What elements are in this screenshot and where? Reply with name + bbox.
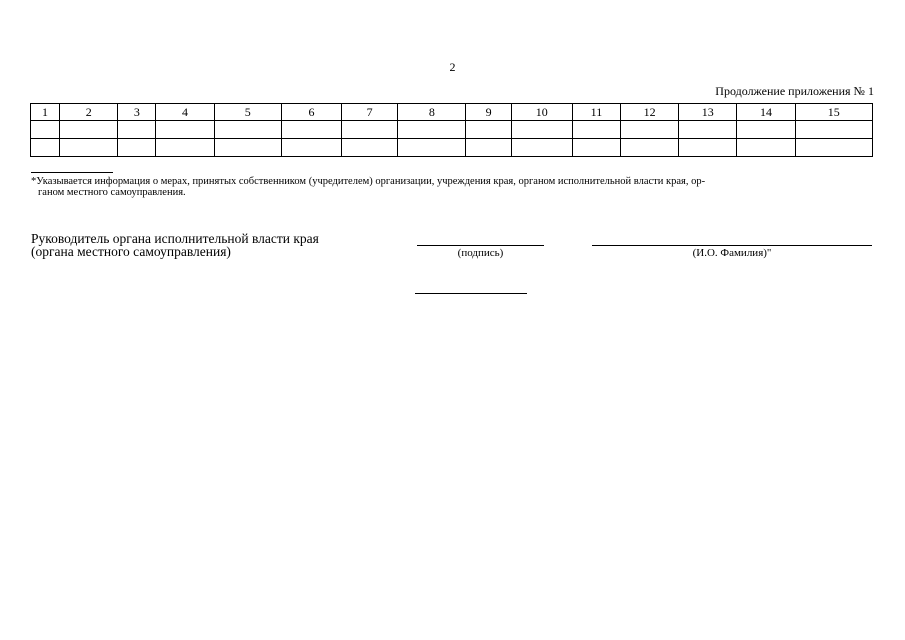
table-cell[interactable]	[398, 121, 466, 139]
table-header-cell: 15	[795, 104, 872, 121]
table-cell[interactable]	[281, 121, 341, 139]
table-header-row	[31, 104, 873, 121]
table-cell[interactable]	[214, 121, 281, 139]
footnote-separator	[31, 172, 113, 173]
table-cell[interactable]	[737, 139, 795, 157]
table-header-cell: 13	[679, 104, 737, 121]
table-header-cell: 8	[398, 104, 466, 121]
appendix-continuation-note: Продолжение приложения № 1	[715, 84, 874, 98]
table-header-cell: 6	[281, 104, 341, 121]
table-header-cell: 10	[511, 104, 572, 121]
table-header-cell: 1	[31, 104, 60, 121]
table-header-cell: 11	[572, 104, 620, 121]
table-header-cell: 12	[621, 104, 679, 121]
table-cell[interactable]	[31, 139, 60, 157]
table-cell[interactable]	[281, 139, 341, 157]
table-header-cell: 9	[466, 104, 511, 121]
table-row	[31, 121, 873, 139]
table-cell[interactable]	[621, 139, 679, 157]
table-cell[interactable]	[572, 121, 620, 139]
bottom-separator	[415, 293, 527, 294]
name-caption: (И.О. Фамилия)"	[692, 247, 772, 259]
table-cell[interactable]	[795, 121, 872, 139]
table-cell[interactable]	[156, 121, 214, 139]
signer-title	[31, 232, 319, 258]
table-cell[interactable]	[60, 139, 118, 157]
table-cell[interactable]	[156, 139, 214, 157]
table-cell[interactable]	[118, 139, 156, 157]
table-cell[interactable]	[511, 139, 572, 157]
signature-line[interactable]	[417, 245, 544, 246]
signature-caption: (подпись)	[457, 247, 504, 259]
table-cell[interactable]	[679, 121, 737, 139]
name-line[interactable]	[592, 245, 872, 246]
table-header-cell: 3	[118, 104, 156, 121]
table-cell[interactable]	[466, 139, 511, 157]
footnote-line-2: ганом местного самоуправления.	[38, 187, 186, 198]
page-number: 2	[449, 60, 456, 74]
table-cell[interactable]	[621, 121, 679, 139]
signer-title-line-2: (органа местного самоуправления)	[31, 244, 231, 259]
footnote	[31, 176, 874, 198]
table-cell[interactable]	[466, 121, 511, 139]
table-header-cell: 14	[737, 104, 795, 121]
table-cell[interactable]	[737, 121, 795, 139]
table-cell[interactable]	[795, 139, 872, 157]
appendix-table	[30, 103, 873, 157]
table-cell[interactable]	[214, 139, 281, 157]
table-cell[interactable]	[511, 121, 572, 139]
table-cell[interactable]	[342, 121, 398, 139]
table-header-cell: 7	[342, 104, 398, 121]
table-cell[interactable]	[679, 139, 737, 157]
table-cell[interactable]	[398, 139, 466, 157]
table-header-cell: 2	[60, 104, 118, 121]
table-cell[interactable]	[118, 121, 156, 139]
table-cell[interactable]	[31, 121, 60, 139]
table-cell[interactable]	[342, 139, 398, 157]
footnote-line-1: *Указывается информация о мерах, принятых собственником (учредителем) организации, учреждения края, органом исполнительной власти края, ор-	[31, 176, 706, 187]
table-cell[interactable]	[60, 121, 118, 139]
table-header-cell: 4	[156, 104, 214, 121]
signer-title-line-1: Руководитель органа исполнительной власти края	[31, 231, 319, 246]
table-header-cell: 5	[214, 104, 281, 121]
table-cell[interactable]	[572, 139, 620, 157]
table-row	[31, 139, 873, 157]
